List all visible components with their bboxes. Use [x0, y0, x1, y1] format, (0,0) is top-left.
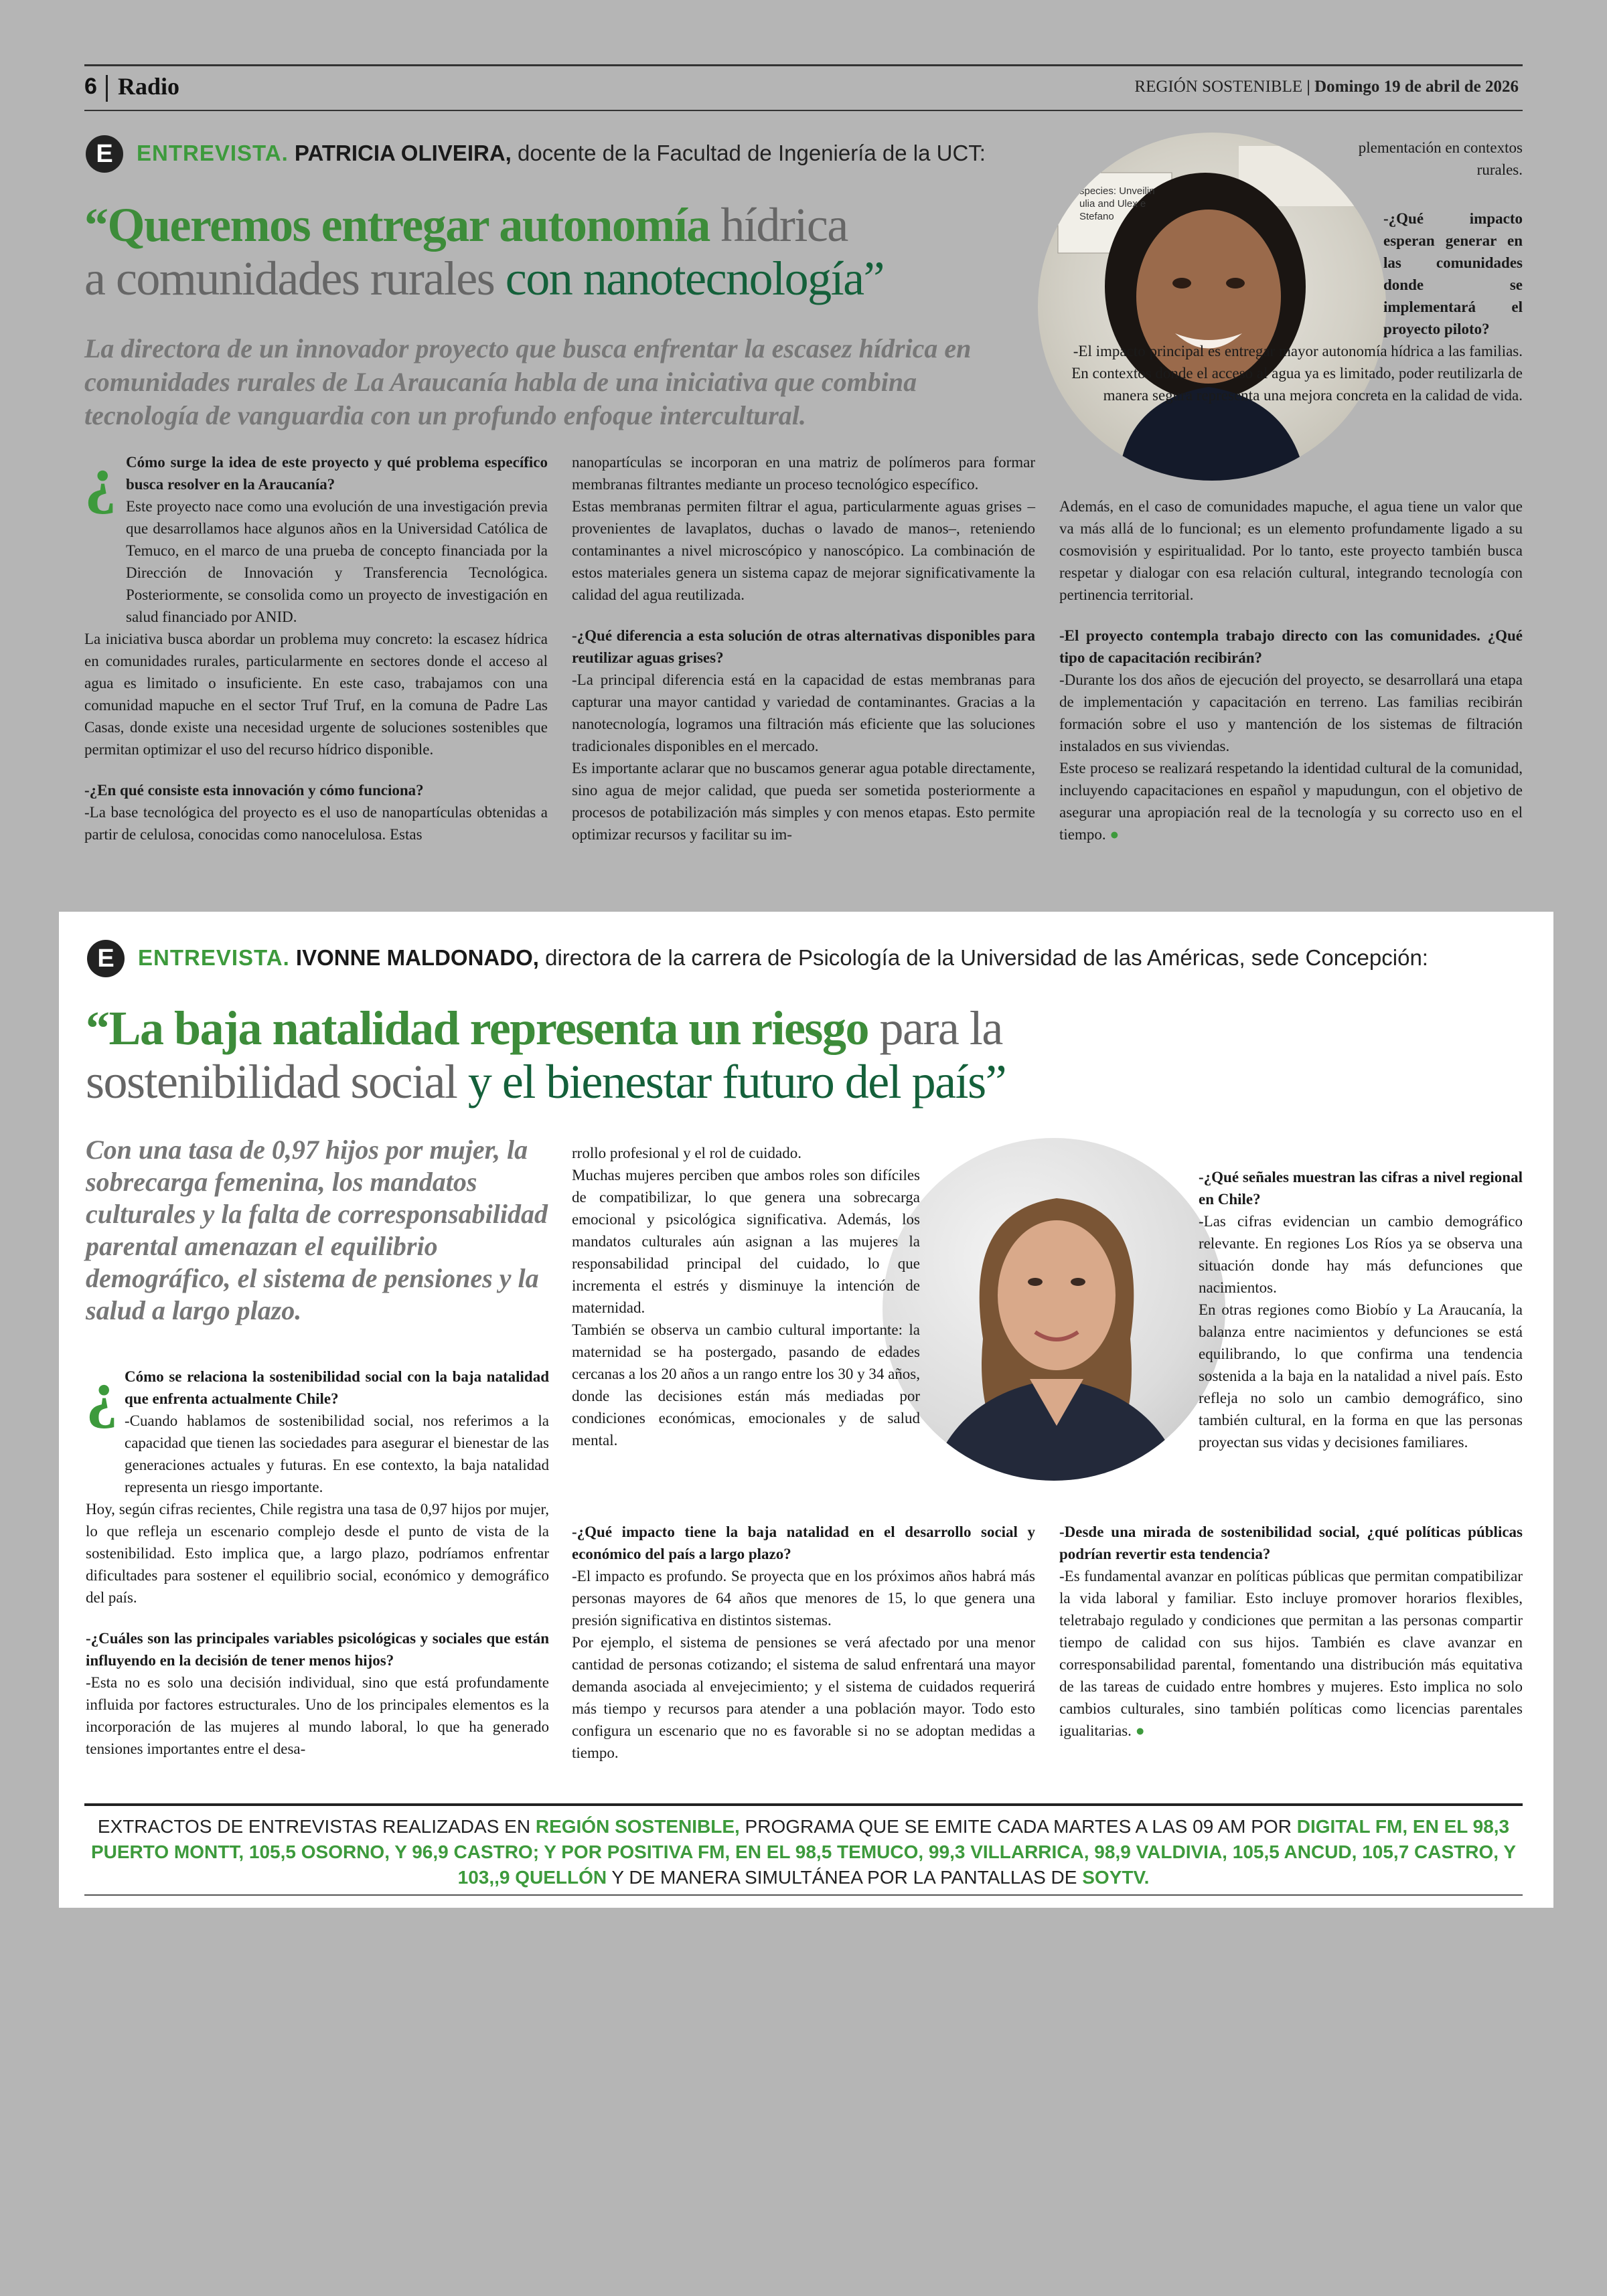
headline-part-2: hídrica: [709, 198, 848, 252]
footer-rule: [84, 1803, 1523, 1806]
question: -¿En qué consiste esta innovación y cómo funciona?: [84, 782, 424, 799]
page-number: 6: [84, 74, 97, 99]
answer-paragraph: Es importante aclarar que no buscamos generar agua potable directamente, sino agua de mejor calidad, que pueda ser sometida posteriormente a procesos de potabilización más simples y con menos etapas. Esto permite optimizar recursos y facilitar su im-: [572, 760, 1035, 843]
portrait-ivonne-maldonado: [883, 1138, 1225, 1481]
headline-part-3: sostenibilidad social: [86, 1055, 457, 1109]
kicker-label: ENTREVISTA.: [137, 141, 289, 165]
question: -¿Qué diferencia a esta solución de otras alternativas disponibles para reutilizar aguas grises?: [572, 627, 1035, 666]
question: -Desde una mirada de sostenibilidad social, ¿qué políticas públicas podrían revertir esta tendencia?: [1059, 1524, 1523, 1562]
article1-column-3b: [1383, 208, 1523, 340]
article2-column-3a: [1199, 1166, 1523, 1453]
section-title: Radio: [118, 73, 180, 100]
answer-paragraph: Además, en el caso de comunidades mapuche, el agua tiene un valor que va más allá de lo funcional; es un elemento profundamente ligado a su cosmovisión y espiritualidad. Por lo tanto, este proyecto también busca respetar y dialogar con esa relación cultural, integrando tecnología con pertinencia territorial.: [1059, 498, 1523, 603]
answer: -Durante los dos años de ejecución del proyecto, se desarrollará una etapa de implementación y capacitación en terreno. Las familias recibirán formación sobre el uso y mantención de los sistemas de filtración instalados en sus viviendas.: [1059, 671, 1523, 754]
question: Cómo surge la idea de este proyecto y qué problema específico busca resolver en la Araucanía?: [126, 454, 548, 493]
kicker: [138, 945, 1428, 971]
answer: -La principal diferencia está en la capacidad de estas membranas para capturar una mayor cantidad y variedad de contaminantes. Gracias a la nanotecnología, logramos una filtración más eficiente que las soluciones tradicionales disponibles en el mercado.: [572, 671, 1035, 754]
article2-column-1: [86, 1358, 549, 1760]
answer: Este proyecto nace como una evolución de una investigación previa que desarrollamos hace algunos años en la Universidad Católica de Temuco, en el marco de una prueba de concepto financiada por la Dirección de Innovación y Transferencia Tecnológica. Posteriormente, se consolida como un proyecto de investigación en salud financiado por ANID.: [126, 498, 548, 625]
answer-paragraph: Hoy, según cifras recientes, Chile registra una tasa de 0,97 hijos por mujer, lo que refleja un escenario complejo desde el punto de vista de la sostenibilidad. Esto implica que, a largo plazo, podríamos enfrentar dificultades para sostener el equilibrio social, económico y demográfico del país.: [86, 1501, 549, 1606]
headline-part-2: para la: [868, 1001, 1002, 1055]
portrait-illustration: [883, 1138, 1225, 1481]
question: -¿Qué impacto esperan generar en las comunidades donde se implementará el proyecto piloto?: [1383, 210, 1523, 337]
question: Cómo se relaciona la sostenibilidad social con la baja natalidad que enfrenta actualmente Chile?: [125, 1368, 549, 1407]
article1-column-3d: [1059, 495, 1523, 845]
answer: -El impacto principal es entregar mayor autonomía hídrica a las familias. En contextos donde el acceso al agua ya es limitado, poder reutilizarla de manera segura representa una mejora concreta en la calidad de vida.: [1071, 343, 1523, 404]
answer-paragraph: plementación en contextos rurales.: [1358, 139, 1523, 178]
answer-paragraph: La iniciativa busca abordar un problema muy concreto: la escasez hídrica en comunidades rurales, particularmente en sectores donde el acceso al agua es limitado o insuficiente. En este caso, trabajamos con una comunidad mapuche en el sector Truf Truf, en la comuna de Padre Las Casas, donde existe una necesidad urgente de soluciones sostenibles que permitan optimizar el uso del recurso hídrico disponible.: [84, 631, 548, 758]
article1-column-2: [572, 451, 1035, 845]
standfirst: Con una tasa de 0,97 hijos por mujer, la sobrecarga femenina, los mandatos culturales y la falta de corresponsabilidad parental amenazan el equilibrio demográfico, el sistema de pensiones y la salud a largo plazo.: [86, 1135, 548, 1325]
issue-date: Domingo 19 de abril de 2026: [1314, 78, 1519, 96]
photo-caption-text: species: Unveilin ulia and Ulex e Stefano: [1079, 185, 1155, 222]
top-rule: [84, 64, 1523, 66]
answer: -Las cifras evidencian un cambio demográfico relevante. En regiones Los Ríos ya se observa una situación donde hay más defunciones que nacimientos.: [1199, 1213, 1523, 1296]
footer-credits: EXTRACTOS DE ENTREVISTAS REALIZADAS EN REGIÓN SOSTENIBLE, PROGRAMA QUE SE EMITE CADA MARTES A LAS 09 AM POR DIGITAL FM, EN EL 98,3 PUERTO MONTT, 105,5 OSORNO, Y 96,9 CASTRO; Y POR POSITIVA FM, EN EL 98,5 TEMUCO, 99,3 VILLARRICA, 98,9 VALDIVIA, 105,5 ANCUD, 105,7 CASTRO, Y 103,,9 QUELLÓN Y DE MANERA SIMULTÁNEA POR LA PANTALLAS DE SOYTV.: [90, 1816, 1517, 1888]
end-mark: ●: [1135, 1722, 1145, 1739]
answer: -Esta no es solo una decisión individual, sino que está profundamente influida por factores estructurales. Uno de los principales elementos es la incorporación de las mujeres al mundo laboral, lo que ha generado tensiones importantes entre el desa-: [86, 1674, 549, 1757]
portrait-patricia-oliveira: [1038, 133, 1386, 481]
answer: -Cuando hablamos de sostenibilidad social, nos referimos a la capacidad que tienen las sociedades para asegurar el bienestar de las generaciones actuales y futuras. En ese contexto, la baja natalidad representa un riesgo importante.: [125, 1412, 549, 1495]
article1-column-3a: [1326, 137, 1523, 181]
answer-paragraph: Por ejemplo, el sistema de pensiones se verá afectado por una menor cantidad de personas cotizando; el sistema de salud enfrentará una mayor demanda asociada al envejecimiento; y el sistema de cuidados requerirá más tiempo y recursos para atender a una población mayor. Todo esto configura un escenario que no es favorable si no se adoptan medidas a tiempo.: [572, 1634, 1035, 1761]
article1-column-1: [84, 443, 548, 845]
end-mark: ●: [1109, 826, 1120, 843]
footer-rule-bottom: [84, 1894, 1523, 1896]
answer-paragraph: En otras regiones como Biobío y La Araucanía, la balanza entre nacimientos y defunciones se está equilibrando, lo que confirma una tendencia sostenida a la baja en la natalidad a nivel país. Esto refleja no solo un cambio demográfico, sino también cultural, en la forma en que las personas proyectan sus vidas y decisiones familiares.: [1199, 1301, 1523, 1451]
answer: -La base tecnológica del proyecto es el uso de nanopartículas obtenidas a partir de celulosa, conocidas como nanocelulosa. Estas: [84, 804, 548, 843]
kicker-name: PATRICIA OLIVEIRA,: [294, 141, 512, 165]
article2-column-3b: [1059, 1521, 1523, 1742]
answer: -Es fundamental avanzar en políticas públicas que permitan compatibilizar la vida laboral y familiar. Esto incluye promover horarios flexibles, teletrabajo regulado y condiciones que permitan a las personas compartir tiempo de calidad con sus hijos. También es clave avanzar en corresponsabilidad parental, fomentando una distribución más equitativa de las tareas de cuidado entre hombres y mujeres. Esto implica no solo cambios culturales, sino también políticas como licencias parentales igualitarias. ●: [1059, 1568, 1523, 1739]
answer-paragraph: Estas membranas permiten filtrar el agua, particularmente aguas grises –provenientes de lavaplatos, duchas o lavado de manos–, reteniendo contaminantes a nivel microscópico y nanoscópico. La combinación de estos materiales genera un sistema capaz de mejorar significativamente la calidad del agua reutilizada.: [572, 498, 1035, 603]
standfirst: La directora de un innovador proyecto que busca enfrentar la escasez hídrica en comunidades rurales de La Araucanía habla de una iniciativa que combina tecnología de vanguardia con un profundo enfoque intercultural.: [84, 333, 972, 430]
kicker-label: ENTREVISTA.: [138, 945, 290, 970]
kicker: [137, 141, 986, 166]
interview-badge: E: [87, 940, 125, 977]
article1-column-3c: [1059, 340, 1523, 406]
headline: [86, 1001, 1291, 1109]
top-rule-2: [84, 110, 1523, 111]
headline: [84, 198, 1062, 305]
page-number-divider: [106, 75, 108, 102]
answer-paragraph: rrollo profesional y el rol de cuidado.: [572, 1145, 801, 1161]
headline-part-1: “La baja natalidad representa un riesgo: [86, 1001, 868, 1055]
answer-paragraph: Este proceso se realizará respetando la identidad cultural de la comunidad, incluyendo capacitaciones en español y mapudungun, con el objetivo de asegurar una apropiación real de la tecnología y su correcto uso en el tiempo. ●: [1059, 760, 1523, 843]
headline-part-3: a comunidades rurales: [84, 252, 495, 305]
answer-paragraph: También se observa un cambio cultural importante: la maternidad se ha postergado, pasando de edades cercanas a los 20 años a un rango entre los 30 y 34 años, donde las decisiones están más mediadas por condiciones económicas, emocionales y de salud mental.: [572, 1321, 920, 1449]
kicker-name: IVONNE MALDONADO,: [295, 945, 539, 970]
header-meta: REGIÓN SOSTENIBLE | Domingo 19 de abril de 2026: [1134, 78, 1519, 96]
article2-column-2a: [572, 1142, 920, 1451]
kicker-role: docente de la Facultad de Ingeniería de la UCT:: [518, 141, 986, 165]
question: -¿Cuáles son las principales variables psicológicas y sociales que están influyendo en la decisión de tener menos hijos?: [86, 1630, 549, 1669]
question: -¿Qué señales muestran las cifras a nivel regional en Chile?: [1199, 1169, 1523, 1208]
question-mark-glyph: ¿: [86, 1358, 118, 1429]
interview-badge: E: [86, 135, 123, 173]
publication-name: REGIÓN SOSTENIBLE: [1134, 78, 1303, 96]
answer-paragraph: nanopartículas se incorporan en una matriz de polímeros para formar membranas filtrantes mediante un proceso tecnológico específico.: [572, 454, 1035, 493]
question: -El proyecto contempla trabajo directo con las comunidades. ¿Qué tipo de capacitación recibirán?: [1059, 627, 1523, 666]
question-mark-glyph: ¿: [84, 443, 117, 515]
kicker-role: directora de la carrera de Psicología de la Universidad de las Américas, sede Concepción:: [545, 945, 1428, 970]
headline-part-4: y el bienestar futuro del país”: [457, 1055, 1006, 1109]
answer-paragraph: Muchas mujeres perciben que ambos roles son difíciles de compatibilizar, lo que genera una sobrecarga emocional y psicológica significativa. Además, los mandatos culturales aún asignan a las mujeres la responsabilidad principal del cuidado, lo que incrementa el estrés y disminuye la intención de maternidad.: [572, 1167, 920, 1316]
answer: -El impacto es profundo. Se proyecta que en los próximos años habrá más personas mayores de 64 años que menores de 15, lo que genera una presión significativa en distintos sistemas.: [572, 1568, 1035, 1629]
headline-part-1: “Queremos entregar autonomía: [84, 198, 710, 252]
question: -¿Qué impacto tiene la baja natalidad en el desarrollo social y económico del país a largo plazo?: [572, 1524, 1035, 1562]
article2-column-2b: [572, 1521, 1035, 1764]
headline-part-4: con nanotecnología”: [494, 252, 885, 305]
